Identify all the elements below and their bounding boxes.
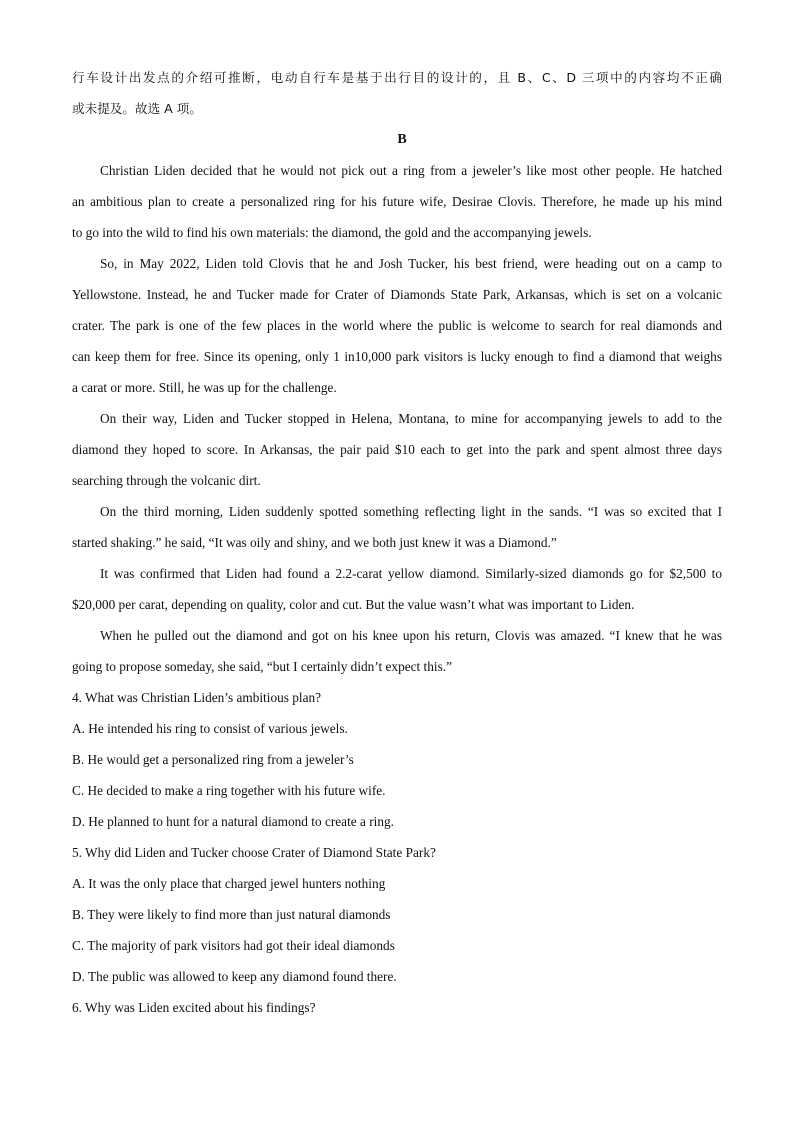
passage-line: can keep them for free. Since its opening, only 1 in10,000 park visitors is lucky enough to find a diamond that weighs [72,349,722,364]
passage-line: Christian Liden decided that he would not pick out a ring from a jeweler’s like most other people. He hatched [100,163,722,178]
question-4 [72,682,722,837]
passage-line: an ambitious plan to create a personalized ring for his future wife, Desirae Clovis. Therefore, he made up his mind [72,194,722,209]
passage-line: It was confirmed that Liden had found a 2.2-carat yellow diamond. Similarly-sized diamonds go for $2,500 to [100,566,722,581]
answer-option: A. It was the only place that charged jewel hunters nothing [72,876,386,891]
passage-line: $20,000 per carat, depending on quality, color and cut. But the value wasn’t what was important to Liden. [72,597,635,612]
answer-option: D. The public was allowed to keep any diamond found there. [72,969,397,984]
section-heading: B [397,132,407,147]
passage-line: searching through the volcanic dirt. [72,473,261,488]
passage-line: started shaking.” he said, “It was oily and shiny, and we both just knew it was a Diamond.” [72,535,557,550]
question-stem: 4. What was Christian Liden’s ambitious plan? [72,690,322,705]
question-stem: 5. Why did Liden and Tucker choose Crater of Diamond State Park? [72,845,436,860]
passage [72,155,722,682]
document-page [72,62,722,1023]
answer-option: A. He intended his ring to consist of various jewels. [72,721,348,736]
answer-option: D. He planned to hunt for a natural diamond to create a ring. [72,814,394,829]
question-5 [72,837,722,992]
passage-line: going to propose someday, she said, “but I certainly didn’t expect this.” [72,659,452,674]
intro-line-2: 或未提及。故选 A 项。 [72,101,202,116]
answer-option: B. They were likely to find more than just natural diamonds [72,907,391,922]
passage-line: On their way, Liden and Tucker stopped in Helena, Montana, to mine for accompanying jewels to add to the [100,411,722,426]
passage-line: to go into the wild to find his own materials: the diamond, the gold and the accompanying jewels. [72,225,592,240]
passage-line: crater. The park is one of the few places in the world where the public is welcome to search for real diamonds and [72,318,722,333]
passage-line: a carat or more. Still, he was up for the challenge. [72,380,337,395]
passage-line: On the third morning, Liden suddenly spotted something reflecting light in the sands. “I was so excited that I [100,504,722,519]
passage-line: So, in May 2022, Liden told Clovis that he and Josh Tucker, his best friend, were heading out on a camp to [100,256,722,271]
answer-option: C. The majority of park visitors had got their ideal diamonds [72,938,395,953]
answer-option: C. He decided to make a ring together with his future wife. [72,783,386,798]
question-6 [72,992,722,1023]
passage-line: When he pulled out the diamond and got on his knee upon his return, Clovis was amazed. “I knew that he was [100,628,722,643]
intro-line-1: 行车设计出发点的介绍可推断，电动自行车是基于出行目的设计的，且 B、C、D 三项中的内容均不正确 [72,70,722,85]
answer-option: B. He would get a personalized ring from a jeweler’s [72,752,354,767]
question-stem: 6. Why was Liden excited about his findings? [72,1000,316,1015]
passage-line: diamond they hoped to score. In Arkansas, the pair paid $10 each to get into the park and spent almost three days [72,442,722,457]
passage-line: Yellowstone. Instead, he and Tucker made for Crater of Diamonds State Park, Arkansas, which is set on a volcanic [72,287,722,302]
